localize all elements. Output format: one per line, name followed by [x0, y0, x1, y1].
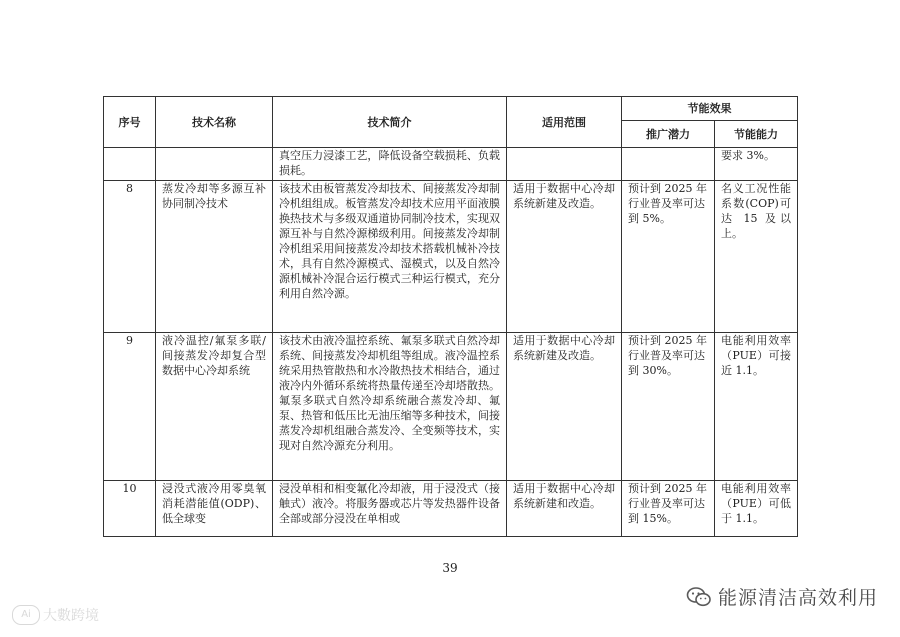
- row-index: 8: [104, 181, 156, 333]
- row-scope: 适用于数据中心冷却系统新建及改造。: [507, 332, 622, 481]
- watermark-right-text: 能源清洁高效利用: [717, 587, 878, 609]
- row-name: [156, 148, 273, 181]
- header-capacity: 节能能力: [715, 121, 798, 148]
- row-potential: 预计到 2025 年行业普及率可达到 30%。: [622, 332, 715, 481]
- header-intro: 技术简介: [273, 97, 507, 148]
- watermark-right: [686, 583, 878, 610]
- wechat-icon: [686, 585, 712, 609]
- row-capacity: 要求 3%。: [715, 148, 798, 181]
- header-scope: 适用范围: [507, 97, 622, 148]
- header-name: 技术名称: [156, 97, 273, 148]
- row-name: 液冷温控/氟泵多联/间接蒸发冷却复合型数据中心冷却系统: [156, 332, 273, 481]
- row-intro: 真空压力浸漆工艺，降低设备空载损耗、负载损耗。: [273, 148, 507, 181]
- row-potential: 预计到 2025 年行业普及率可达到 5%。: [622, 181, 715, 333]
- row-name: 浸没式液冷用零臭氧消耗潜能值(ODP)、低全球变: [156, 481, 273, 537]
- row-intro: 该技术由液冷温控系统、氟泵多联式自然冷却系统、间接蒸发冷却机组等组成。液冷温控系统采用热管散热和水冷散热技术相结合，通过液冷内外循环系统将热量传递至冷却塔散热。氟泵多联式自然冷却系统融合蒸发冷却、氟泵、热管和低压比无油压缩等多种技术，间接蒸发冷却机组融合蒸发冷、全变频等技术，实现对自然冷源充分利用。: [273, 332, 507, 481]
- header-effect: 节能效果: [622, 97, 798, 121]
- technology-table: [103, 96, 798, 537]
- page-number: 39: [442, 561, 458, 575]
- row-index: 9: [104, 332, 156, 481]
- table-row: [104, 181, 798, 333]
- header-potential: 推广潜力: [622, 121, 715, 148]
- watermark-left: [12, 605, 99, 625]
- row-scope: 适用于数据中心冷却系统新建及改造。: [507, 181, 622, 333]
- table-row: [104, 481, 798, 537]
- watermark-logo: Ai: [12, 605, 40, 625]
- watermark-left-text: 大數跨境: [43, 608, 99, 624]
- row-intro: 浸没单相和相变氟化冷却液，用于浸没式（接触式）液冷。将服务器或芯片等发热器件设备全部或部分浸没在单相或: [273, 481, 507, 537]
- table-row: [104, 332, 798, 481]
- row-potential: 预计到 2025 年行业普及率可达到 15%。: [622, 481, 715, 537]
- row-capacity: 电能利用效率（PUE）可接近 1.1。: [715, 332, 798, 481]
- table-header-row: [104, 97, 798, 121]
- row-index: [104, 148, 156, 181]
- row-potential: [622, 148, 715, 181]
- row-intro: 该技术由板管蒸发冷却技术、间接蒸发冷却制冷机组组成。板管蒸发冷却技术应用平面液膜换热技术与多级双通道协同制冷技术，实现双源互补与自然冷源梯级利用。间接蒸发冷却制冷机组采用间接蒸发冷却技术搭载机械补冷技术，具有自然冷源模式、湿模式，以及自然冷源机械补冷混合运行模式三种运行模式，充分利用自然冷源。: [273, 181, 507, 333]
- row-name: 蒸发冷却等多源互补协同制冷技术: [156, 181, 273, 333]
- table-row: [104, 148, 798, 181]
- row-index: 10: [104, 481, 156, 537]
- header-index: 序号: [104, 97, 156, 148]
- row-scope: [507, 148, 622, 181]
- row-capacity: 名义工况性能系数(COP)可达 15 及以上。: [715, 181, 798, 333]
- row-scope: 适用于数据中心冷却系统新建和改造。: [507, 481, 622, 537]
- row-capacity: 电能利用效率（PUE）可低于 1.1。: [715, 481, 798, 537]
